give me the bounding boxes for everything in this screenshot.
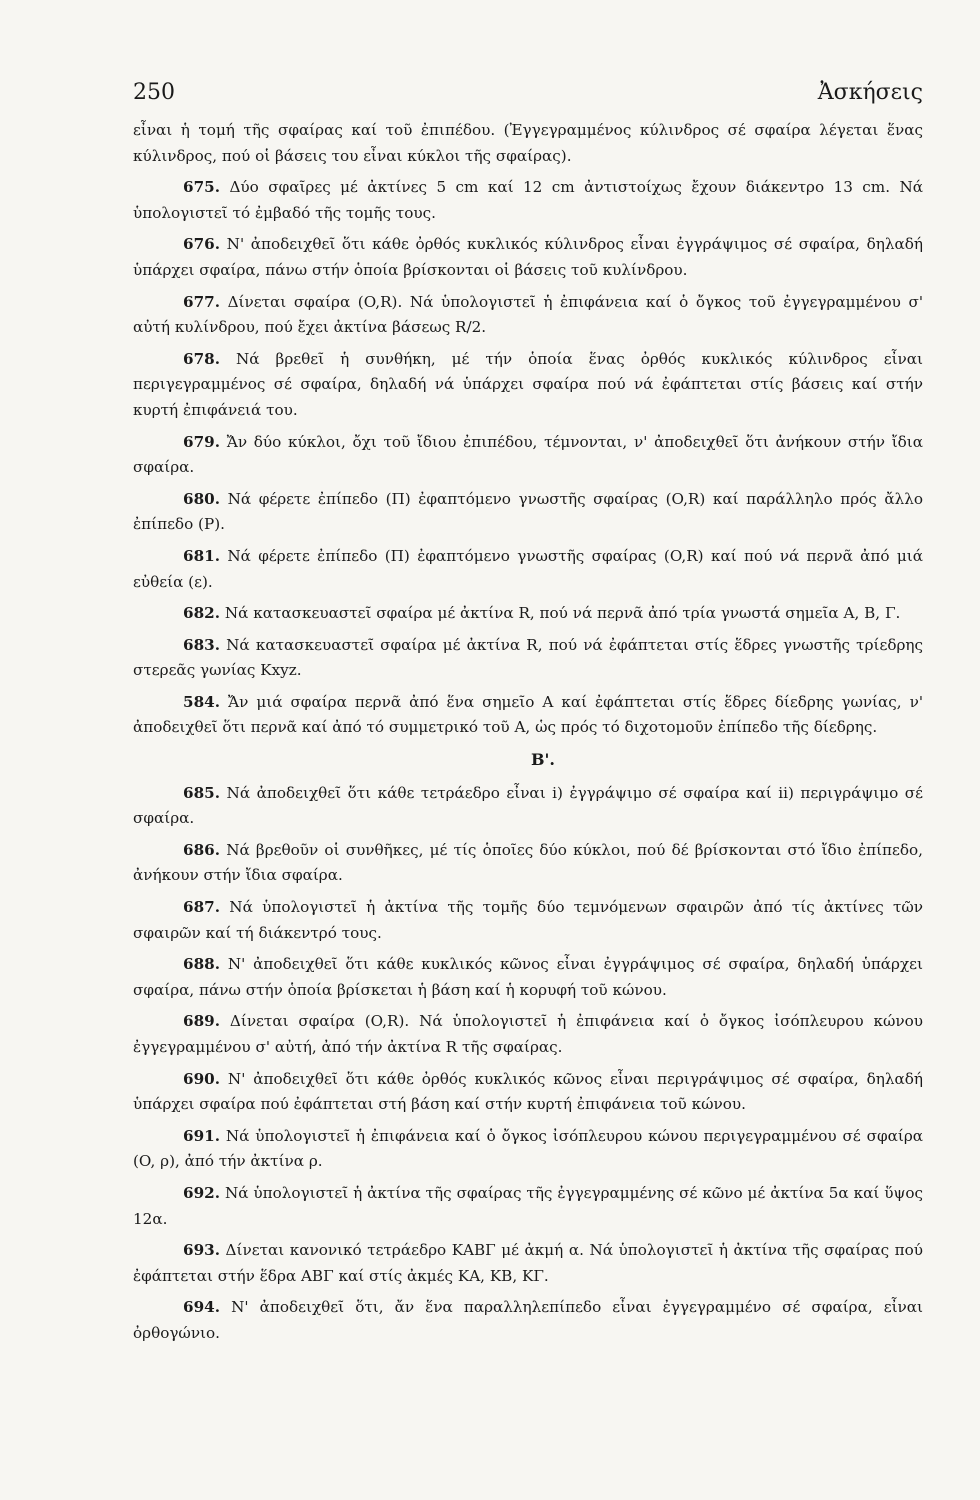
exercise-item (133, 781, 923, 832)
exercise-item (133, 1124, 923, 1175)
exercise-text: Νά φέρετε ἐπίπεδο (Π) ἐφαπτόμενο γνωστῆς σφαίρας (O,R) καί παράλληλο πρός ἄλλο ἐπίπεδο (P). (133, 489, 924, 534)
exercise-item (133, 544, 923, 595)
exercise-text: Νά ὑπολογιστεῖ ἡ ἐπιφάνεια καί ὁ ὄγκος ἰσόπλευρου κώνου περιγεγραμμένου σέ σφαίρα (O, ρ), ἀπό τήν ἀκτίνα ρ. (133, 1126, 923, 1171)
exercise-number: 686. (183, 840, 220, 859)
exercise-number: 680. (183, 489, 220, 508)
exercise-number: 584. (183, 692, 220, 711)
exercise-item (133, 838, 923, 889)
exercise-number: 693. (183, 1241, 220, 1260)
exercise-item (133, 175, 923, 226)
book-page (133, 70, 923, 1430)
exercise-list-a (133, 175, 923, 741)
exercise-item (133, 1009, 923, 1060)
exercise-text: Δίνεται σφαίρα (O,R). Νά ὑπολογιστεῖ ἡ ἐπιφάνεια καί ὁ ὄγκος ἰσόπλευρου κώνου ἐγγεγραμμένου σ' αὐτή, ἀπό τήν ἀκτίνα R τῆς σφαίρας. (133, 1012, 924, 1056)
exercise-number: 694. (183, 1298, 220, 1317)
exercise-number: 681. (183, 546, 220, 565)
exercise-text: Ἄν δύο κύκλοι, ὄχι τοῦ ἴδιου ἐπιπέδου, τέμνονται, ν' ἀποδειχθεῖ ὅτι ἀνήκουν στήν ἴδια σφαίρα. (133, 432, 923, 477)
exercise-text: Νά ὑπολογιστεῖ ἡ ἀκτίνα τῆς σφαίρας τῆς ἐγγεγραμμένης σέ κῶνο μέ ἀκτίνα 5α καί ὕψος 12α. (133, 1183, 924, 1228)
exercise-number: 678. (183, 349, 220, 368)
exercise-item (133, 487, 923, 538)
exercise-number: 682. (183, 604, 220, 623)
intro-paragraph: εἶναι ἡ τομή τῆς σφαίρας καί τοῦ ἐπιπέδου. (Ἐγγεγραμμένος κύλινδρος σέ σφαίρα λέγεται ἕνας κύλινδρος, πού οἱ βάσεις του εἶναι κύκλοι τῆς σφαίρας). (133, 121, 923, 165)
exercise-item (133, 290, 923, 341)
exercise-item (133, 430, 923, 481)
exercise-text: Δίνεται κανονικό τετράεδρο ΚΑΒΓ μέ ἀκμή α. Νά ὑπολογιστεῖ ἡ ἀκτίνα τῆς σφαίρας πού ἐφάπτεται στήν ἕδρα ΑΒΓ καί στίς ἀκμές ΚΑ, ΚΒ, ΚΓ. (133, 1241, 923, 1285)
exercise-number: 676. (183, 235, 220, 254)
exercise-item (133, 1238, 923, 1289)
exercise-text: Ἄν μιά σφαίρα περνᾶ ἀπό ἕνα σημεῖο A καί ἐφάπτεται στίς ἕδρες δίεδρης γωνίας, ν' ἀποδειχθεῖ ὅτι περνᾶ καί ἀπό τό συμμετρικό τοῦ A, ὡς πρός τό διχοτομοῦν ἐπίπεδο τῆς δίεδρης. (133, 692, 924, 737)
exercise-number: 685. (183, 783, 220, 802)
exercise-number: 688. (183, 955, 220, 974)
exercise-text: Νά ὑπολογιστεῖ ἡ ἀκτίνα τῆς τομῆς δύο τεμνόμενων σφαιρῶν ἀπό τίς ἀκτίνες τῶν σφαιρῶν καί τή διάκεντρό τους. (133, 898, 923, 942)
exercise-text: Ν' ἀποδειχθεῖ ὅτι κάθε ὀρθός κυκλικός κύλινδρος εἶναι ἐγγράψιμος σέ σφαίρα, δηλαδή ὑπάρχει σφαίρα, πάνω στήν ὁποία βρίσκονται οἱ βάσεις τοῦ κυλίνδρου. (133, 235, 924, 279)
exercise-text: Νά βρεθοῦν οἱ συνθῆκες, μέ τίς ὁποῖες δύο κύκλοι, πού δέ βρίσκονται στό ἴδιο ἐπίπεδο, ἀνήκουν στήν ἴδια σφαίρα. (133, 840, 923, 885)
exercise-item (133, 952, 923, 1003)
exercise-number: 692. (183, 1183, 220, 1202)
exercise-item (133, 232, 923, 283)
exercise-number: 683. (183, 635, 220, 654)
exercise-text: Δίνεται σφαίρα (O,R). Νά ὑπολογιστεῖ ἡ ἐπιφάνεια καί ὁ ὄγκος τοῦ ἐγγεγραμμένου σ' αὐτή κυλίνδρου, πού ἔχει ἀκτίνα βάσεως R/2. (133, 292, 923, 337)
section-b-heading: B'. (531, 750, 555, 770)
exercise-text: Δύο σφαῖρες μέ ἀκτίνες 5 cm καί 12 cm ἀντιστοίχως ἔχουν διάκεντρο 13 cm. Νά ὑπολογιστεῖ τό ἐμβαδό τῆς τομῆς τους. (133, 178, 924, 222)
exercise-item (133, 601, 923, 627)
exercise-number: 677. (183, 292, 220, 311)
exercise-item (133, 633, 923, 684)
running-head: Ἀσκήσεις (817, 80, 923, 105)
exercise-item (133, 1295, 923, 1346)
exercise-text: Ν' ἀποδειχθεῖ ὅτι κάθε κυκλικός κῶνος εἶναι ἐγγράψιμος σέ σφαίρα, δηλαδή ὑπάρχει σφαίρα, πάνω στήν ὁποία βρίσκεται ἡ βάση καί ἡ κορυφή τοῦ κώνου. (133, 955, 924, 999)
exercise-text: Ν' ἀποδειχθεῖ ὅτι κάθε ὀρθός κυκλικός κῶνος εἶναι περιγράψιμος σέ σφαίρα, δηλαδή ὑπάρχει σφαίρα πού ἐφάπτεται στή βάση καί στήν κυρτή ἐπιφάνεια τοῦ κώνου. (133, 1069, 924, 1114)
exercise-number: 687. (183, 898, 220, 917)
exercise-text: Νά βρεθεῖ ἡ συνθήκη, μέ τήν ὁποία ἕνας ὀρθός κυκλικός κύλινδρος εἶναι περιγεγραμμένος σέ σφαίρα, δηλαδή νά ὑπάρχει σφαίρα πού νά ἐφάπτεται στίς βάσεις καί στήν κυρτή ἐπιφάνειά του. (133, 349, 924, 419)
exercise-number: 679. (183, 432, 220, 451)
exercise-item (133, 690, 923, 741)
exercise-item (133, 1181, 923, 1232)
exercise-item (133, 1067, 923, 1118)
exercise-number: 689. (183, 1012, 220, 1031)
exercise-text: Νά κατασκευαστεῖ σφαίρα μέ ἀκτίνα R, πού νά ἐφάπτεται στίς ἕδρες γνωστῆς τρίεδρης στερεᾶς γωνίας Kxyz. (133, 635, 923, 680)
exercise-list-b (133, 781, 923, 1347)
exercise-item (133, 895, 923, 946)
exercise-item (133, 347, 923, 424)
exercise-number: 675. (183, 178, 220, 197)
exercise-text: Νά κατασκευαστεῖ σφαίρα μέ ἀκτίνα R, πού νά περνᾶ ἀπό τρία γνωστά σημεῖα A, B, Γ. (224, 604, 901, 623)
page-number: 250 (133, 80, 175, 105)
exercise-number: 690. (183, 1069, 220, 1088)
exercise-text: Ν' ἀποδειχθεῖ ὅτι, ἄν ἕνα παραλληλεπίπεδο εἶναι ἐγγεγραμμένο σέ σφαίρα, εἶναι ὀρθογώνιο. (133, 1298, 924, 1342)
exercise-text: Νά ἀποδειχθεῖ ὅτι κάθε τετράεδρο εἶναι i) ἐγγράψιμο σέ σφαίρα καί ii) περιγράψιμο σέ σφαίρα. (133, 783, 924, 828)
exercise-text: Νά φέρετε ἐπίπεδο (Π) ἐφαπτόμενο γνωστῆς σφαίρας (O,R) καί πού νά περνᾶ ἀπό μιά εὐθεία (ε). (133, 546, 923, 591)
page-header (133, 70, 923, 118)
page-body (133, 118, 923, 1347)
exercise-number: 691. (183, 1126, 220, 1145)
